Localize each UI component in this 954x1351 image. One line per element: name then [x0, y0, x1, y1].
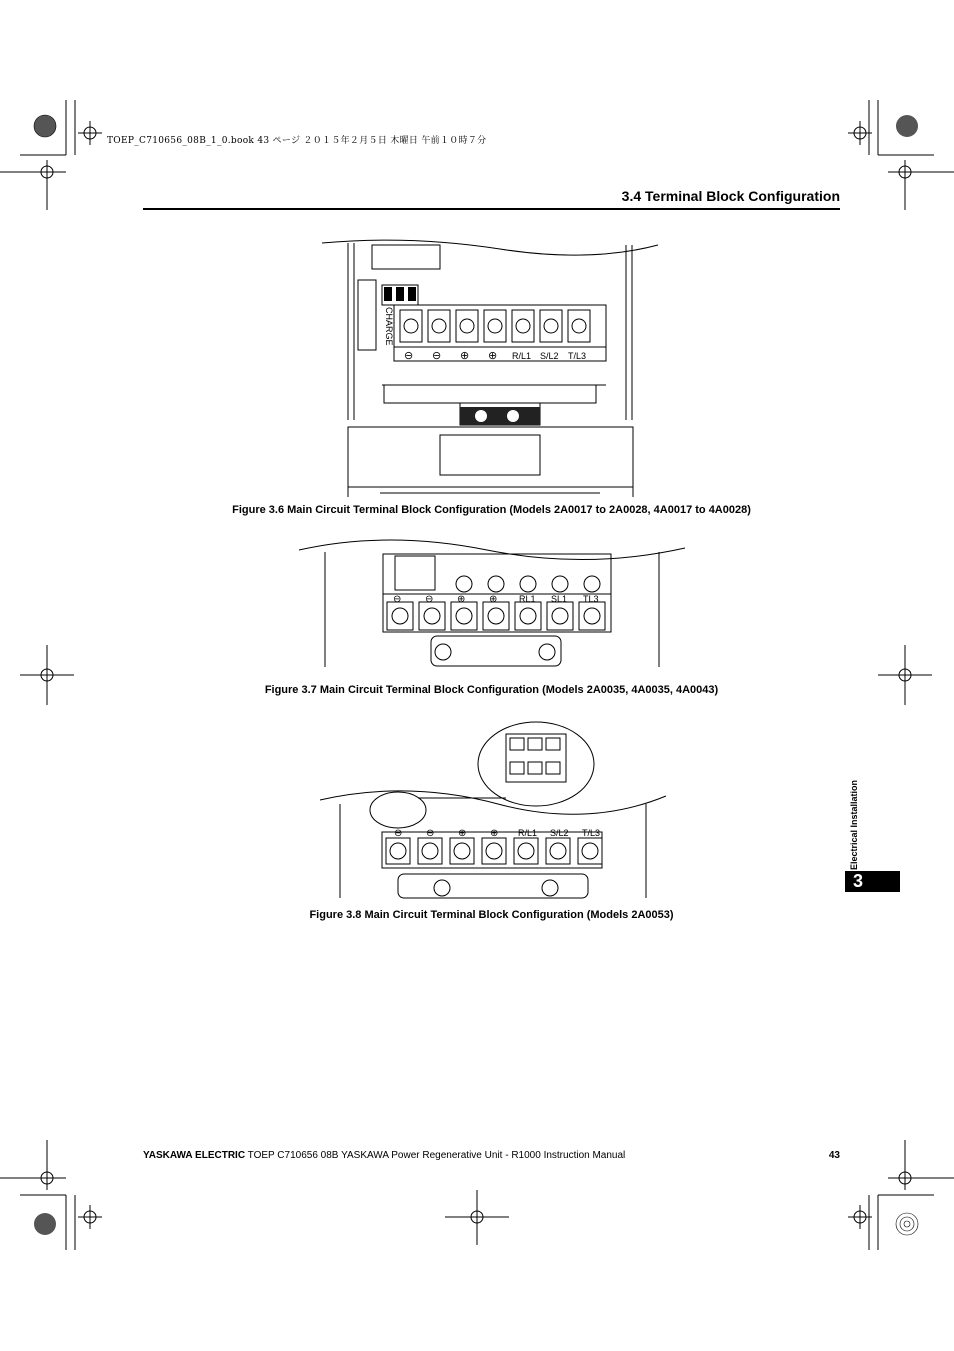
terminal-minus-1-label: ⊖: [394, 828, 403, 839]
terminal-plus-2-label: ⊕: [489, 594, 498, 605]
terminal-r-label: R/L1: [518, 828, 538, 838]
charge-label: CHARGE: [384, 307, 394, 346]
terminal-plus-1-label: ⊕: [457, 594, 466, 605]
footer-text: [143, 1150, 625, 1161]
terminal-s-label: SL1: [551, 594, 568, 604]
side-tab-label: Electrical Installation: [849, 779, 859, 870]
terminal-plus-1-label: ⊕: [460, 350, 470, 362]
footer-company: YASKAWA ELECTRIC: [143, 1150, 246, 1161]
figure-3-6-drawing: [320, 235, 660, 500]
figure-3-8-drawing: [318, 716, 668, 902]
terminal-s-label: S/L2: [550, 828, 569, 838]
terminal-plus-2-label: ⊕: [488, 350, 498, 362]
figure-3-8-caption: Figure 3.8 Main Circuit Terminal Block Configuration (Models 2A0053): [309, 909, 674, 921]
figure-3-7-drawing: [297, 532, 687, 672]
terminal-minus-1-label: ⊖: [393, 594, 402, 605]
terminal-minus-2-label: ⊖: [425, 594, 434, 605]
terminal-minus-2-label: ⊖: [426, 828, 435, 839]
terminal-minus-1-label: ⊖: [404, 350, 414, 362]
terminal-t-label: TL3: [583, 594, 599, 604]
terminal-r-label: RL1: [519, 594, 536, 604]
terminal-t-label: T/L3: [582, 828, 601, 838]
page-number: 43: [828, 1150, 840, 1161]
chapter-number-tab: 3: [845, 871, 900, 892]
footer-manual: TOEP C710656 08B YASKAWA Power Regenerative Unit - R1000 Instruction Manual: [245, 1150, 626, 1161]
terminal-minus-2-label: ⊖: [432, 350, 442, 362]
terminal-r-label: R/L1: [512, 351, 532, 361]
terminal-plus-2-label: ⊕: [490, 828, 499, 839]
section-title: 3.4 Terminal Block Configuration: [621, 188, 840, 204]
terminal-s-label: S/L2: [540, 351, 559, 361]
print-file-info: TOEP_C710656_08B_1_0.book 43 ページ ２０１５年２月５日 木曜日 午前１０時７分: [107, 136, 487, 146]
figure-3-7-caption: Figure 3.7 Main Circuit Terminal Block Configuration (Models 2A0035, 4A0035, 4A0043): [264, 684, 719, 696]
figure-3-6-caption: Figure 3.6 Main Circuit Terminal Block Configuration (Models 2A0017 to 2A0028, 4A0017 to 4A0028): [232, 504, 751, 516]
terminal-t-label: T/L3: [568, 351, 587, 361]
header-rule: [143, 208, 840, 210]
terminal-plus-1-label: ⊕: [458, 828, 467, 839]
